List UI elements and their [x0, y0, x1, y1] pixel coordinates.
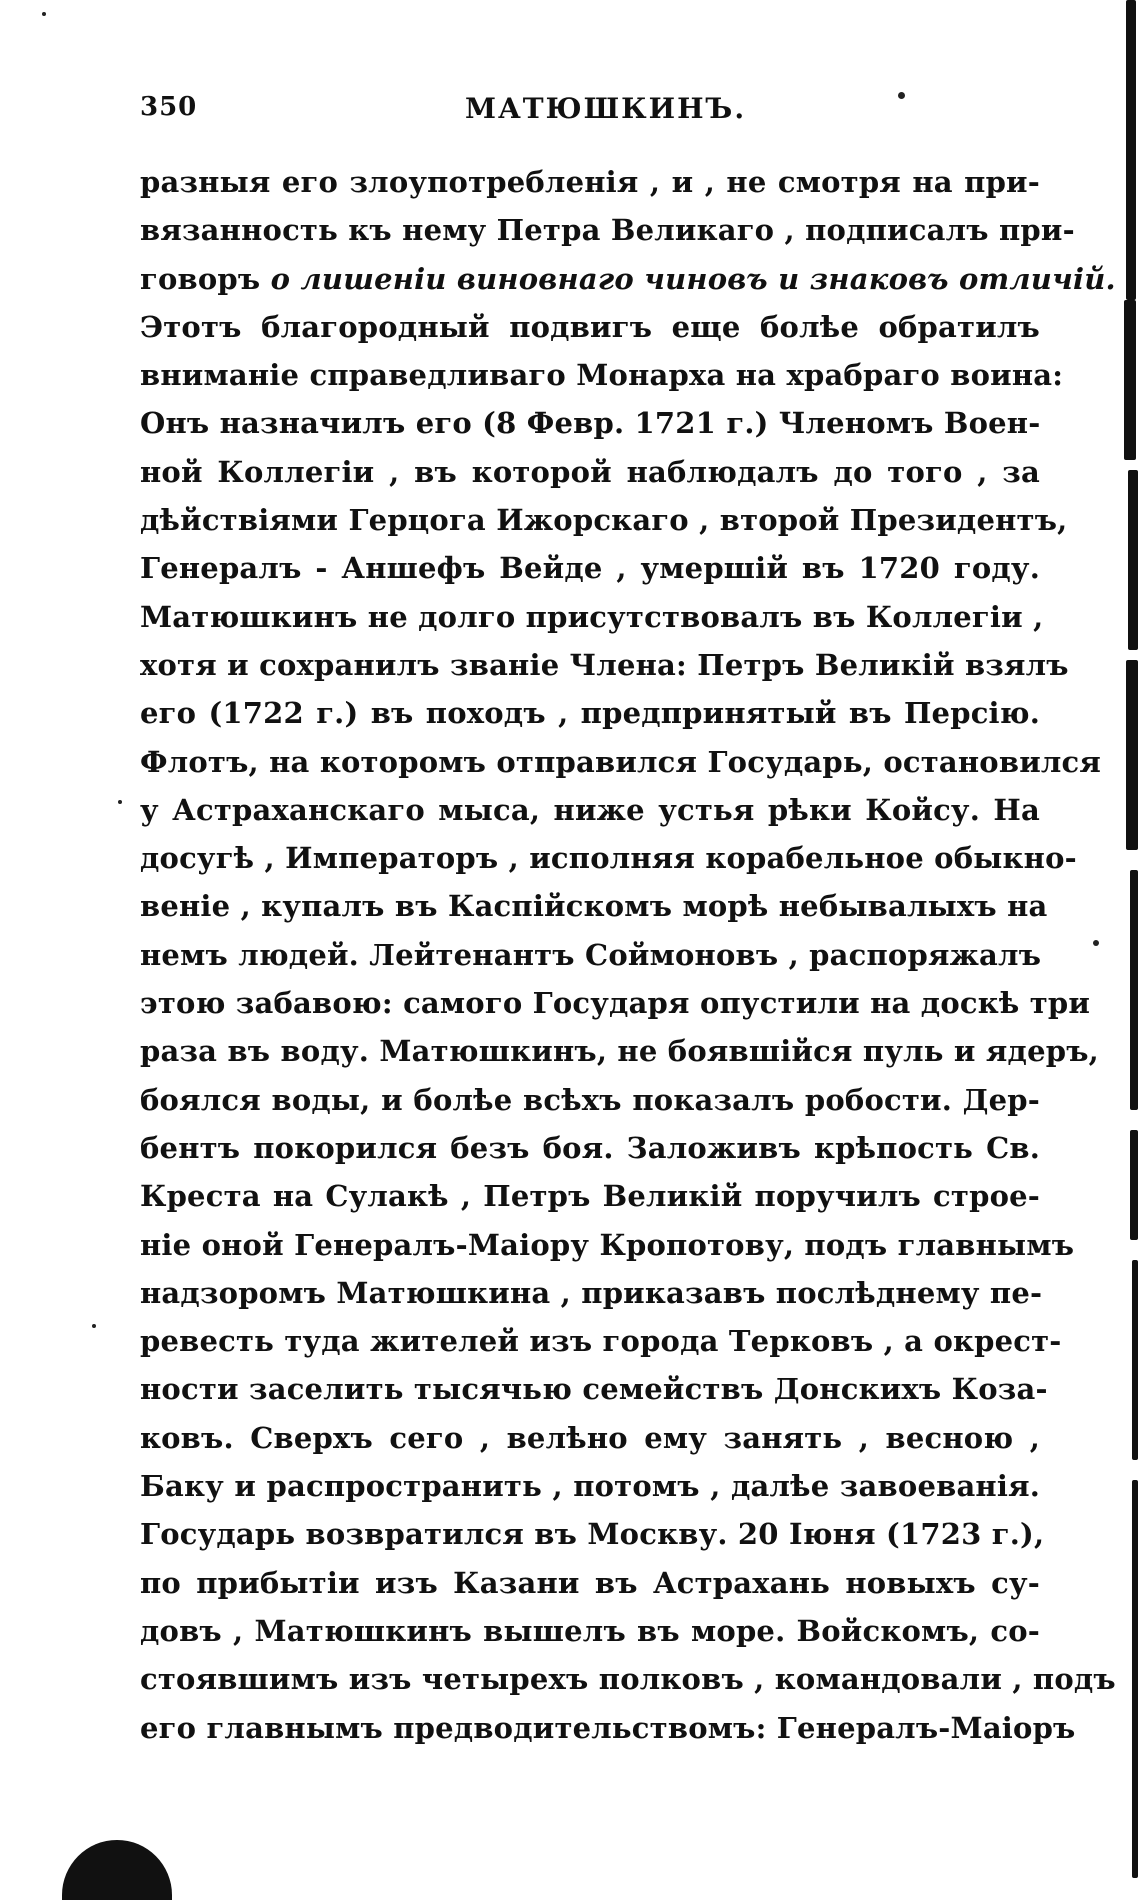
text-line: стоявшимъ изъ четырехъ полковъ , командовали , подъ	[140, 1662, 1116, 1697]
text-line: Государь возвратился въ Москву. 20 Іюня (1723 г.),	[140, 1517, 1045, 1552]
text-line: у Астраханскаго мыса, ниже устья рѣки Койсу. На	[140, 792, 1040, 827]
text-line: вязанность къ нему Петра Великаго , подписалъ при-	[140, 213, 1075, 248]
ink-blot	[62, 1840, 172, 1900]
text-line: Этотъ благородный подвигъ еще болѣе обратилъ	[140, 309, 1040, 344]
text-line: Онъ назначилъ его (8 Февр. 1721 г.) Членомъ Воен-	[140, 406, 1041, 441]
text-line: хотя и сохранилъ званіе Члена: Петръ Великій взялъ	[140, 647, 1069, 682]
text-line: его главнымъ предводительствомъ: Генералъ-Маіоръ	[140, 1710, 1076, 1745]
text-line: раза въ воду. Матюшкинъ, не боявшійся пуль и ядеръ,	[140, 1034, 1099, 1069]
text-line: Креста на Сулакѣ , Петръ Великій поручилъ строе-	[140, 1179, 1040, 1214]
text-line: ревесть туда жителей изъ города Терковъ , а окрест-	[140, 1324, 1062, 1359]
text-line: немъ людей. Лейтенантъ Соймоновъ , распоряжалъ	[140, 937, 1042, 972]
text-line: боялся воды, и болѣе всѣхъ показалъ робости. Дер-	[140, 1082, 1040, 1117]
text-line: Флотъ, на которомъ отправился Государь, остановился	[140, 744, 1102, 779]
text-line: вниманіе справедливаго Монарха на храбраго воина:	[140, 358, 1064, 393]
text-line: ной Коллегіи , въ которой наблюдалъ до того , за	[140, 454, 1040, 489]
text-line: разныя его злоупотребленія , и , не смотря на при-	[140, 165, 1040, 199]
text-line: бентъ покорился безъ боя. Заложивъ крѣпость Св.	[140, 1130, 1040, 1165]
text-line: этою забавою: самого Государя опустили на доскѣ три	[140, 986, 1091, 1021]
text-line: надзоромъ Матюшкина , приказавъ послѣднему пе-	[140, 1275, 1043, 1310]
binding-edge	[1120, 0, 1140, 1878]
text-line	[140, 255, 1116, 303]
text-line: досугѣ , Императоръ , исполняя корабельное обыкно-	[140, 841, 1077, 876]
body-text	[140, 158, 1116, 1752]
text-line: ности заселить тысячью семействъ Донскихъ Коза-	[140, 1372, 1048, 1407]
text-line: веніе , купалъ въ Каспійскомъ морѣ небывалыхъ на	[140, 889, 1048, 924]
text-line: по прибытіи изъ Казани въ Астрахань новыхъ су-	[140, 1565, 1040, 1600]
italic-phrase: о лишеніи виновнаго чиновъ и знаковъ отличій.	[270, 261, 1116, 296]
text-line: его (1722 г.) въ походъ , предпринятый въ Персію.	[140, 696, 1040, 731]
running-title: МАТЮШКИНЪ.	[465, 92, 747, 125]
text-line: Баку и распространить , потомъ , далѣе завоеванія.	[140, 1469, 1040, 1504]
page-number: 350	[140, 92, 198, 122]
text-line: Генералъ - Аншефъ Вейде , умершій въ 1720 году.	[140, 551, 1040, 586]
text-line: Матюшкинъ не долго присутствовалъ въ Коллегіи ,	[140, 599, 1044, 634]
text-line: ніе оной Генералъ-Маіору Кропотову, подъ главнымъ	[140, 1227, 1075, 1262]
page-header	[140, 92, 1040, 132]
text-line: довъ , Матюшкинъ вышелъ въ море. Войскомъ, со-	[140, 1613, 1040, 1648]
text-line-start: говоръ	[140, 261, 271, 296]
text-line: дѣйствіями Герцога Ижорскаго , второй Президентъ,	[140, 503, 1068, 538]
text-line: ковъ. Сверхъ сего , велѣно ему занять , весною ,	[140, 1420, 1040, 1455]
